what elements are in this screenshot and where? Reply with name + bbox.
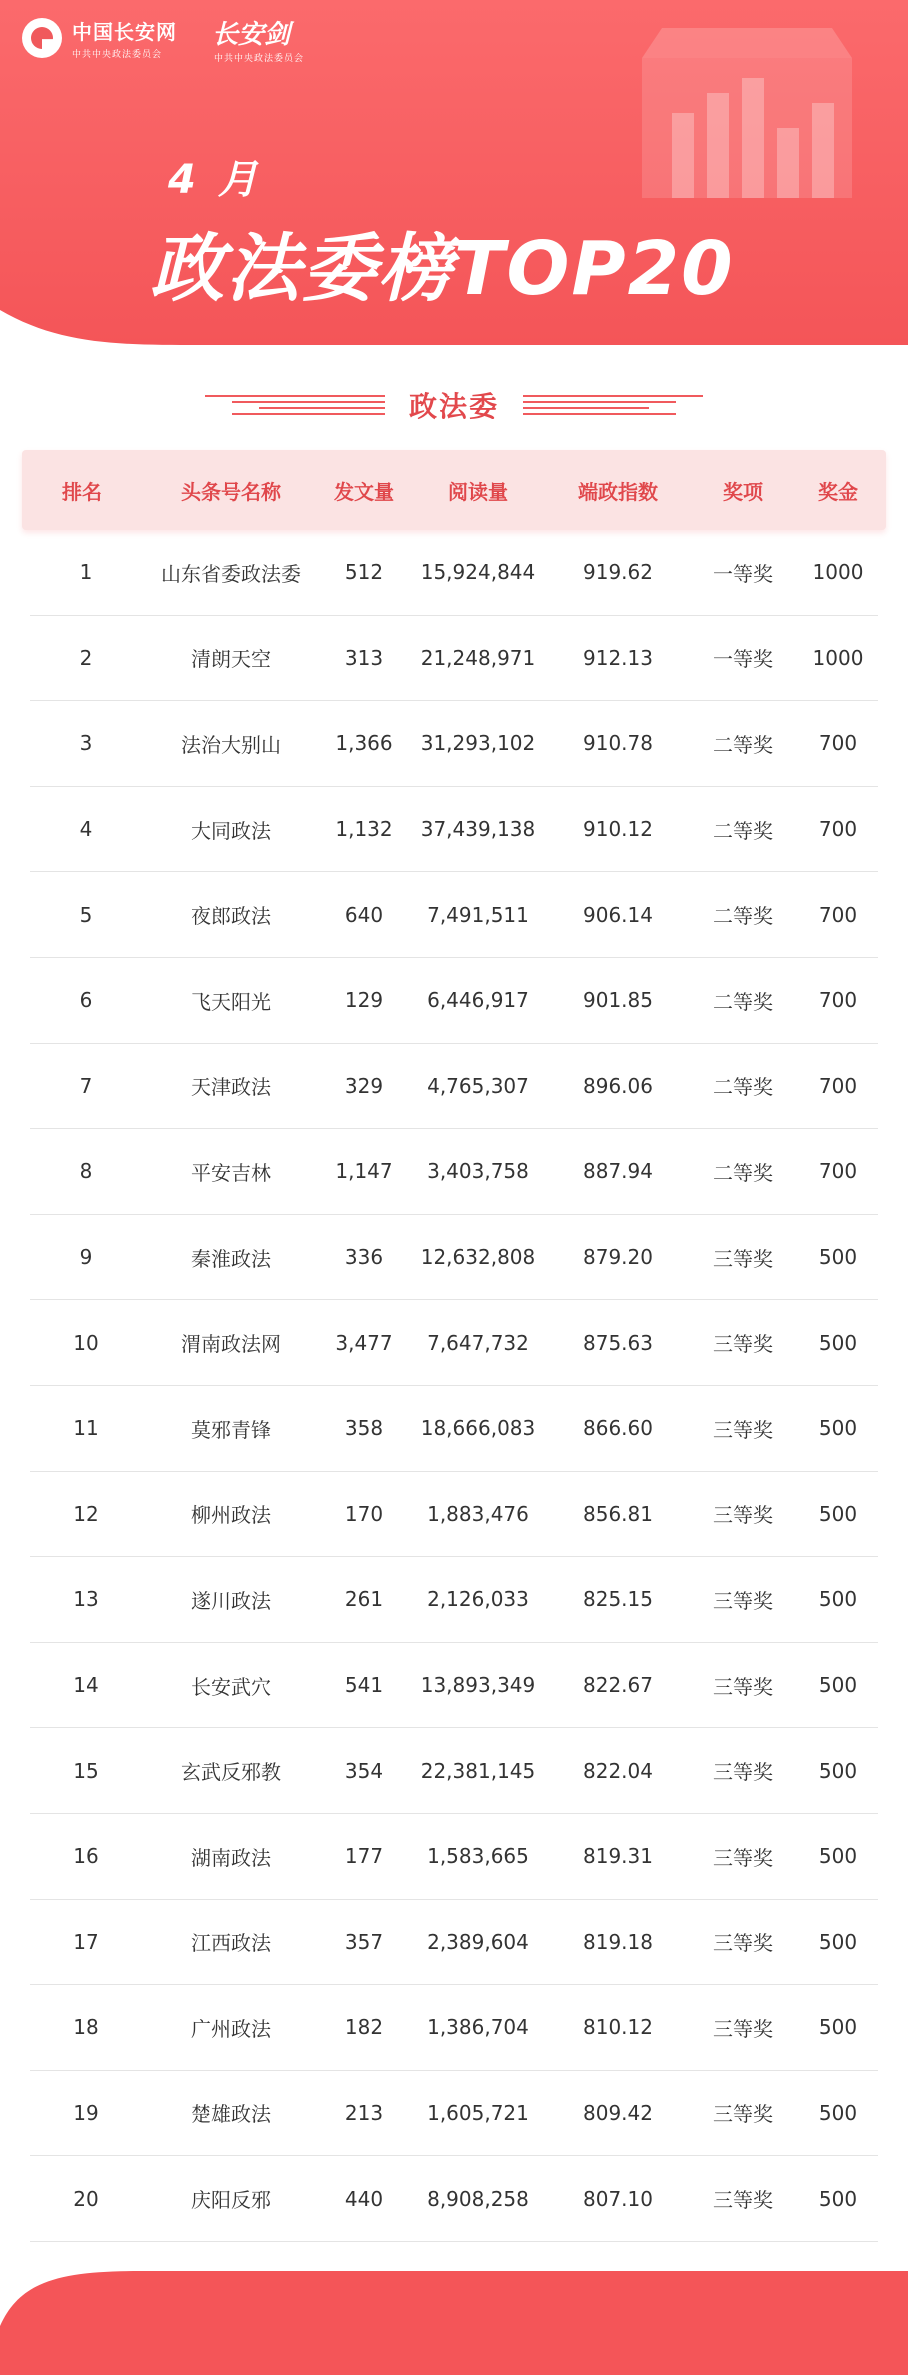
column-header-award: 奖项 (723, 479, 763, 504)
cell-name: 夜郎政法 (191, 904, 271, 929)
cell-name: 广州政法 (191, 2016, 271, 2041)
ranking-table (22, 450, 886, 2242)
cell-award: 一等奖 (713, 561, 773, 586)
cell-posts: 1,366 (335, 731, 393, 756)
cell-award: 三等奖 (713, 1588, 773, 1613)
table-row (30, 1215, 878, 1301)
cell-index: 819.18 (583, 1929, 653, 1954)
cell-index: 910.12 (583, 817, 653, 842)
cell-index: 912.13 (583, 645, 653, 670)
header-wave (0, 300, 908, 345)
cell-money: 1000 (812, 560, 864, 585)
cell-index: 819.31 (583, 1844, 653, 1869)
cell-reads: 6,446,917 (427, 988, 529, 1013)
cell-money: 500 (818, 1245, 858, 1270)
cell-reads: 21,248,971 (420, 645, 536, 670)
cell-money: 500 (818, 2100, 858, 2125)
cell-award: 三等奖 (713, 1332, 773, 1357)
cell-rank: 17 (73, 1929, 99, 1954)
cell-posts: 313 (344, 645, 384, 670)
cell-reads: 22,381,145 (420, 1758, 536, 1783)
cell-money: 500 (818, 1501, 858, 1526)
cell-posts: 640 (344, 902, 384, 927)
cell-posts: 1,147 (335, 1159, 393, 1184)
cell-posts: 129 (344, 988, 384, 1013)
cell-rank: 20 (73, 2186, 99, 2211)
table-row (30, 1472, 878, 1558)
logo-name: 中国长安网 (72, 20, 177, 44)
table-row (30, 530, 878, 616)
table-row (30, 701, 878, 787)
column-header-name: 头条号名称 (181, 479, 281, 504)
cell-rank: 10 (73, 1330, 99, 1355)
cell-name: 渭南政法网 (181, 1332, 281, 1357)
cell-index: 809.42 (583, 2100, 653, 2125)
cell-award: 二等奖 (713, 732, 773, 757)
cell-reads: 4,765,307 (427, 1073, 529, 1098)
page-title: 政法委榜TOP20 (150, 226, 735, 312)
logo2-subtitle: 中共中央政法委员会 (214, 54, 305, 64)
cell-reads: 2,126,033 (427, 1587, 529, 1612)
footer-wave (0, 2256, 908, 2375)
table-row (30, 1044, 878, 1130)
cell-index: 856.81 (583, 1501, 653, 1526)
cell-reads: 2,389,604 (427, 1929, 529, 1954)
cell-reads: 1,386,704 (427, 2015, 529, 2040)
cell-posts: 170 (344, 1501, 384, 1526)
cell-rank: 2 (79, 645, 93, 670)
cell-award: 二等奖 (713, 818, 773, 843)
cell-rank: 6 (79, 988, 93, 1013)
cell-index: 807.10 (583, 2186, 653, 2211)
cell-name: 天津政法 (191, 1075, 271, 1100)
cell-award: 三等奖 (713, 1760, 773, 1785)
cell-money: 700 (818, 1159, 858, 1184)
column-header-index: 端政指数 (578, 479, 658, 504)
cell-name: 平安吉林 (191, 1160, 271, 1185)
cell-rank: 18 (73, 2015, 99, 2040)
table-row (30, 1814, 878, 1900)
table-row (30, 872, 878, 958)
cell-index: 879.20 (583, 1245, 653, 1270)
cell-rank: 5 (79, 902, 93, 927)
cell-money: 500 (818, 1673, 858, 1698)
cell-name: 山东省委政法委 (161, 561, 301, 586)
cell-posts: 213 (344, 2100, 384, 2125)
cell-rank: 3 (79, 731, 93, 756)
cell-name: 清朗天空 (191, 647, 271, 672)
cell-name: 庆阳反邪 (191, 2188, 271, 2213)
cell-name: 莫邪青锋 (191, 1417, 271, 1442)
cell-rank: 13 (73, 1587, 99, 1612)
cell-name: 湖南政法 (191, 1845, 271, 1870)
cell-reads: 7,647,732 (427, 1330, 529, 1355)
cell-award: 三等奖 (713, 1246, 773, 1271)
cell-award: 三等奖 (713, 1503, 773, 1528)
cell-reads: 8,908,258 (427, 2186, 529, 2211)
cell-award: 三等奖 (713, 2188, 773, 2213)
cell-award: 三等奖 (713, 1417, 773, 1442)
cell-name: 楚雄政法 (191, 2102, 271, 2127)
table-row (30, 1985, 878, 2071)
section-title: 政法委 (408, 390, 499, 423)
cell-index: 822.04 (583, 1758, 653, 1783)
cell-posts: 336 (344, 1245, 384, 1270)
cell-posts: 182 (344, 2015, 384, 2040)
table-row (30, 2071, 878, 2157)
cell-reads: 13,893,349 (420, 1673, 536, 1698)
cell-award: 三等奖 (713, 1845, 773, 1870)
cell-reads: 1,605,721 (427, 2100, 529, 2125)
logo2-name: 长安剑 (212, 20, 291, 50)
bar-chart-decoration (602, 18, 862, 208)
table-row (30, 1300, 878, 1386)
cell-rank: 12 (73, 1501, 99, 1526)
cell-rank: 8 (79, 1159, 93, 1184)
cell-name: 玄武反邪教 (181, 1760, 281, 1785)
cell-reads: 15,924,844 (420, 560, 536, 585)
cell-rank: 1 (79, 560, 93, 585)
cell-index: 896.06 (583, 1073, 653, 1098)
cell-rank: 15 (73, 1758, 99, 1783)
cell-money: 500 (818, 1758, 858, 1783)
logo-icon (22, 18, 62, 58)
cell-name: 长安武穴 (191, 1674, 271, 1699)
cell-index: 866.60 (583, 1416, 653, 1441)
cell-posts: 261 (344, 1587, 384, 1612)
cell-index: 906.14 (583, 902, 653, 927)
cell-award: 三等奖 (713, 2102, 773, 2127)
cell-money: 500 (818, 1416, 858, 1441)
cell-money: 500 (818, 1587, 858, 1612)
cell-name: 飞天阳光 (191, 989, 271, 1014)
cell-posts: 358 (344, 1416, 384, 1441)
table-row (30, 1643, 878, 1729)
cell-money: 500 (818, 1844, 858, 1869)
column-header-money: 奖金 (818, 479, 858, 504)
cell-index: 825.15 (583, 1587, 653, 1612)
cell-posts: 329 (344, 1073, 384, 1098)
cell-money: 500 (818, 2186, 858, 2211)
section-tag-row (0, 375, 908, 435)
table-row (30, 1129, 878, 1215)
cell-posts: 512 (344, 560, 384, 585)
cell-reads: 3,403,758 (427, 1159, 529, 1184)
month-title: 4 月 (168, 157, 262, 203)
cell-reads: 31,293,102 (420, 731, 536, 756)
cell-rank: 14 (73, 1673, 99, 1698)
cell-rank: 16 (73, 1844, 99, 1869)
cell-index: 919.62 (583, 560, 653, 585)
cell-reads: 1,883,476 (427, 1501, 529, 1526)
cell-award: 二等奖 (713, 904, 773, 929)
cell-posts: 357 (344, 1929, 384, 1954)
cell-money: 700 (818, 817, 858, 842)
table-row (30, 787, 878, 873)
table-row (30, 1728, 878, 1814)
cell-posts: 177 (344, 1844, 384, 1869)
column-header-reads: 阅读量 (448, 479, 508, 504)
cell-reads: 12,632,808 (420, 1245, 536, 1270)
cell-money: 700 (818, 988, 858, 1013)
cell-rank: 4 (79, 817, 93, 842)
cell-posts: 354 (344, 1758, 384, 1783)
cell-index: 810.12 (583, 2015, 653, 2040)
cell-index: 822.67 (583, 1673, 653, 1698)
cell-rank: 19 (73, 2100, 99, 2125)
header-banner (0, 0, 908, 345)
logo-changan (22, 16, 177, 60)
cell-reads: 37,439,138 (420, 817, 536, 842)
table-row (30, 1386, 878, 1472)
table-row (30, 1557, 878, 1643)
cell-name: 遂川政法 (191, 1588, 271, 1613)
cell-rank: 11 (73, 1416, 99, 1441)
table-header (22, 450, 886, 530)
table-row (30, 2156, 878, 2242)
table-row (30, 958, 878, 1044)
cell-posts: 1,132 (335, 817, 393, 842)
cell-award: 三等奖 (713, 2016, 773, 2041)
cell-reads: 18,666,083 (420, 1416, 536, 1441)
logo-changanjian (212, 14, 304, 64)
cell-index: 910.78 (583, 731, 653, 756)
cell-reads: 1,583,665 (427, 1844, 529, 1869)
column-header-rank: 排名 (62, 479, 102, 504)
cell-index: 901.85 (583, 988, 653, 1013)
logo-subtitle: 中共中央政法委员会 (72, 50, 163, 60)
cell-money: 700 (818, 731, 858, 756)
cell-name: 法治大别山 (181, 732, 281, 757)
table-row (30, 1900, 878, 1986)
cell-name: 大同政法 (191, 818, 271, 843)
cell-rank: 7 (79, 1073, 93, 1098)
cell-reads: 7,491,511 (427, 902, 529, 927)
cell-money: 500 (818, 1330, 858, 1355)
cell-rank: 9 (79, 1245, 93, 1270)
cell-money: 500 (818, 1929, 858, 1954)
cell-index: 887.94 (583, 1159, 653, 1184)
tag-lines-right (523, 395, 703, 415)
cell-award: 一等奖 (713, 647, 773, 672)
tag-lines-left (205, 395, 385, 415)
cell-award: 二等奖 (713, 1160, 773, 1185)
cell-posts: 440 (344, 2186, 384, 2211)
cell-posts: 3,477 (335, 1330, 393, 1355)
cell-money: 700 (818, 1073, 858, 1098)
cell-name: 秦淮政法 (191, 1246, 271, 1271)
cell-award: 三等奖 (713, 1674, 773, 1699)
column-header-posts: 发文量 (334, 479, 394, 504)
cell-award: 二等奖 (713, 989, 773, 1014)
cell-name: 柳州政法 (191, 1503, 271, 1528)
cell-name: 江西政法 (191, 1931, 271, 1956)
cell-index: 875.63 (583, 1330, 653, 1355)
cell-money: 500 (818, 2015, 858, 2040)
cell-money: 1000 (812, 645, 864, 670)
cell-money: 700 (818, 902, 858, 927)
table-body (22, 530, 886, 2242)
cell-posts: 541 (344, 1673, 384, 1698)
cell-award: 二等奖 (713, 1075, 773, 1100)
table-row (30, 616, 878, 702)
cell-award: 三等奖 (713, 1931, 773, 1956)
